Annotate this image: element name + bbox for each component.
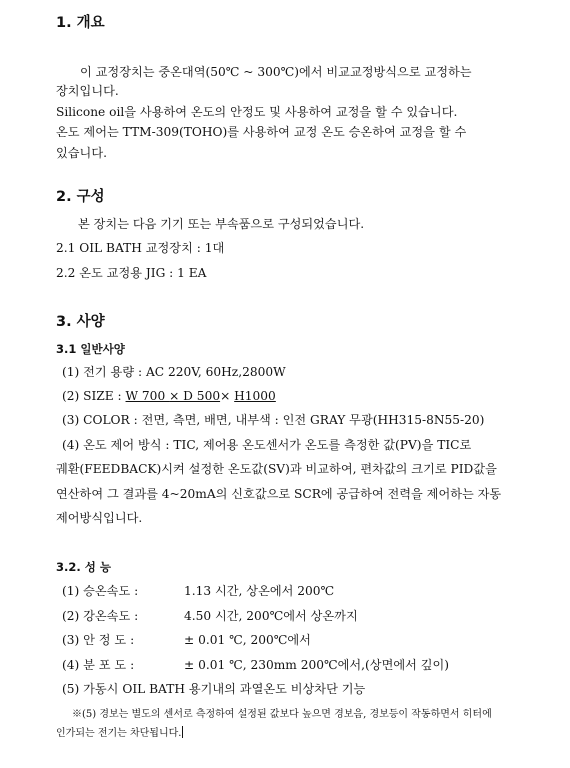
size-separator: × <box>220 389 235 403</box>
control-line-3: 연산하여 그 결과를 4~20mA의 신호값으로 SCR에 공급하여 전력을 제어하는 자동 <box>56 487 502 501</box>
overview-line-1: 이 교정장치는 중온대역(50℃ ~ 300℃)에서 비교교정방식으로 교정하는 <box>80 65 472 79</box>
control-line-2: 궤환(FEEDBACK)시켜 설정한 온도값(SV)과 비교하여, 편차값의 크기로 PID값을 <box>56 462 497 476</box>
text-cursor <box>182 726 183 738</box>
performance-row-value: 1.13 시간, 상온에서 200℃ <box>184 584 335 598</box>
performance-row <box>62 632 311 648</box>
power-spec: (1) 전기 용량 : AC 220V, 60Hz,2800W <box>62 365 286 379</box>
overview-line-4: 온도 제어는 TTM-309(TOHO)를 사용하여 교정 온도 승온하여 교정을 할 수 <box>56 125 467 139</box>
performance-row-label: (4) 분 포 도 : <box>62 658 135 672</box>
composition-intro: 본 장치는 다음 기기 또는 부속품으로 구성되었습니다. <box>78 217 365 231</box>
alarm-note-text: 인가되는 전기는 차단됩니다. <box>56 728 182 739</box>
color-spec: (3) COLOR : 전면, 측면, 배면, 내부색 : 인전 GRAY 무광(HH315-8N55-20) <box>62 413 485 427</box>
alarm-note-line-1: ※(5) 경보는 별도의 센서로 측정하여 설정된 값보다 높으면 경보음, 경보등이 작동하면서 히터에 <box>72 709 492 720</box>
overview-heading: 1. 개요 <box>56 15 105 31</box>
size-prefix: (2) SIZE : <box>62 389 126 403</box>
performance-row-label: (1) 승온속도 : <box>62 584 139 598</box>
control-line-4: 제어방식입니다. <box>56 511 143 525</box>
performance-item-5: (5) 가동시 OIL BATH 용기내의 과열온도 비상차단 기능 <box>62 682 366 696</box>
performance-heading: 3.2. 성 능 <box>56 560 111 574</box>
performance-row-value: ± 0.01 ℃, 200℃에서 <box>184 633 311 647</box>
general-spec-heading: 3.1 일반사양 <box>56 342 125 356</box>
overview-line-5: 있습니다. <box>56 146 107 160</box>
performance-row-value: 4.50 시간, 200℃에서 상온까지 <box>184 609 358 623</box>
size-height: H1000 <box>234 389 276 403</box>
size-width: W 700 <box>125 389 170 403</box>
performance-row-value: ± 0.01 ℃, 230mm 200℃에서,(상면에서 깊이) <box>184 658 450 672</box>
alarm-note-line-2 <box>56 726 183 742</box>
performance-row-label: (3) 안 정 도 : <box>62 633 135 647</box>
size-depth: × D 500 <box>169 389 221 403</box>
control-line-1: (4) 온도 제어 방식 : TIC, 제어용 온도센서가 온도를 측정한 값(PV)을 TIC로 <box>62 438 472 452</box>
performance-row <box>62 657 449 673</box>
performance-row <box>62 583 334 599</box>
size-spec <box>62 388 276 404</box>
composition-item-1: 2.1 OIL BATH 교정장치 : 1대 <box>56 241 225 255</box>
overview-line-2: 장치입니다. <box>56 84 119 98</box>
spec-heading: 3. 사양 <box>56 314 105 330</box>
performance-row-label: (2) 강온속도 : <box>62 609 139 623</box>
composition-item-2: 2.2 온도 교정용 JIG : 1 EA <box>56 266 207 280</box>
composition-heading: 2. 구성 <box>56 189 105 205</box>
overview-line-3: Silicone oil을 사용하여 온도의 안정도 및 사용하여 교정을 할 수 있습니다. <box>56 105 458 119</box>
performance-row <box>62 608 358 624</box>
